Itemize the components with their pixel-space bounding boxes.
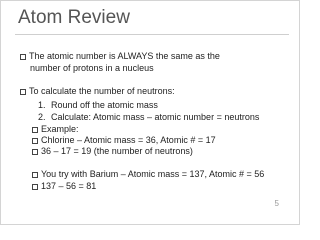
step-2 [38,112,259,122]
bullet-text: The atomic number is ALWAYS the same as the [29,51,220,61]
bullet-text: You try with Barium – Atomic mass = 137, Atomic # = 56 [41,169,265,179]
step-1 [38,100,158,110]
chlorine-line [32,135,216,145]
bullet-text: Example: [41,124,79,134]
step-text: Calculate: Atomic mass – atomic number = neutrons [51,112,260,122]
barium-calculation [32,181,96,191]
bullet-box-icon [32,138,38,144]
bullet-box-icon [32,172,38,178]
bullet-continuation: number of protons in a nucleus [30,63,154,73]
bullet-text: 137 – 56 = 81 [41,181,97,191]
bullet-neutrons [20,86,175,96]
bullet-box-icon [20,54,26,60]
bullet-box-icon [32,149,38,155]
step-text: Round off the atomic mass [51,100,158,110]
bullet-box-icon [32,184,38,190]
title-divider [15,34,289,35]
barium-line [32,169,264,179]
bullet-text: 36 – 17 = 19 (the number of neutrons) [41,146,193,156]
slide-title: Atom Review [18,7,130,28]
chlorine-calculation [32,146,193,156]
example-label [32,124,79,134]
bullet-text: To calculate the number of neutrons: [29,86,175,96]
bullet-atomic-number [20,51,220,61]
step-number: 1. [38,100,46,110]
page-number: 5 [274,199,279,208]
bullet-box-icon [32,127,38,133]
bullet-text: Chlorine – Atomic mass = 36, Atomic # = 17 [41,135,216,145]
step-number: 2. [38,112,46,122]
bullet-box-icon [20,89,26,95]
